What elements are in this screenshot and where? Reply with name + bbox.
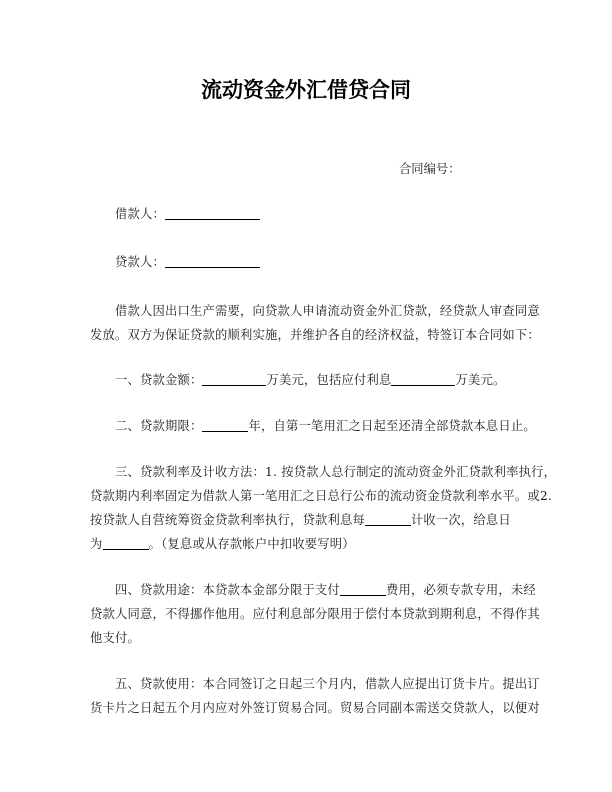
borrower-label: 借款人： <box>115 207 165 221</box>
clause-3-text-c: 为 <box>90 537 103 551</box>
preamble-line-1: 借款人因出口生产需要，向贷款人申请流动资金外汇贷款，经贷款人审查同意 <box>115 304 540 318</box>
clause-1-end: 万美元。 <box>455 373 506 387</box>
borrower-field <box>115 207 555 222</box>
interest-period-blank[interactable] <box>365 513 411 526</box>
purpose-blank[interactable] <box>340 583 386 596</box>
clause-2 <box>115 419 555 434</box>
borrower-blank[interactable] <box>165 207 260 220</box>
clause-1-text: 万美元，包括应付利息 <box>266 373 392 387</box>
contract-number-label: 合同编号： <box>399 162 461 176</box>
clause-4-line-2: 贷款人同意，不得挪作他用。应付利息部分限用于偿付本贷款到期利息，不得作其 <box>90 607 540 621</box>
clause-2-label: 二、贷款期限： <box>115 419 203 433</box>
clause-5-line-2: 货卡片之日起五个月内应对外签订贸易合同。贸易合同副本需送交贷款人，以便对 <box>90 701 540 715</box>
clause-1-label: 一、贷款金额： <box>115 373 203 387</box>
clause-3-line-4 <box>90 537 530 552</box>
clause-4-line-1 <box>115 583 555 598</box>
interest-date-blank[interactable] <box>103 537 149 550</box>
clause-4-text-a: 四、贷款用途：本贷款本金部分限于支付 <box>115 583 340 597</box>
clause-1 <box>115 373 555 388</box>
clause-3-text-b: 计收一次，给息日 <box>410 513 511 527</box>
clause-4-text-b: 费用，必须专款专用，未经 <box>385 583 536 597</box>
interest-amount-blank[interactable] <box>391 373 455 386</box>
preamble-line-2: 发放。双方为保证贷款的顺利实施，并维护各自的经济权益，特签订本合同如下： <box>90 328 540 342</box>
clause-3-line-1: 三、贷款利率及计收方法：1. 按贷款人总行制定的流动资金外汇贷款利率执行， <box>115 465 557 479</box>
lender-label: 贷款人： <box>115 255 165 269</box>
clause-3-line-2: 贷款期内利率固定为借款人第一笔用汇之日总行公布的流动资金贷款利率水平。或2. <box>90 489 553 503</box>
clause-4-line-3: 他支付。 <box>90 631 140 645</box>
clause-3-text-d: 。（复息或从存款帐户中扣收要写明） <box>148 537 355 551</box>
loan-term-blank[interactable] <box>202 419 248 432</box>
clause-2-text: 年，自第一笔用汇之日起至还清全部贷款本息日止。 <box>248 419 536 433</box>
lender-field <box>115 255 555 270</box>
loan-amount-blank[interactable] <box>202 373 266 386</box>
clause-3-text-a: 按贷款人自营统筹资金贷款利率执行，贷款利息每 <box>90 513 365 527</box>
clause-3-line-3 <box>90 513 530 528</box>
lender-blank[interactable] <box>165 255 260 268</box>
clause-5-line-1: 五、贷款使用：本合同签订之日起三个月内，借款人应提出订货卡片。提出订 <box>115 677 540 691</box>
document-title: 流动资金外汇借贷合同 <box>201 78 411 102</box>
